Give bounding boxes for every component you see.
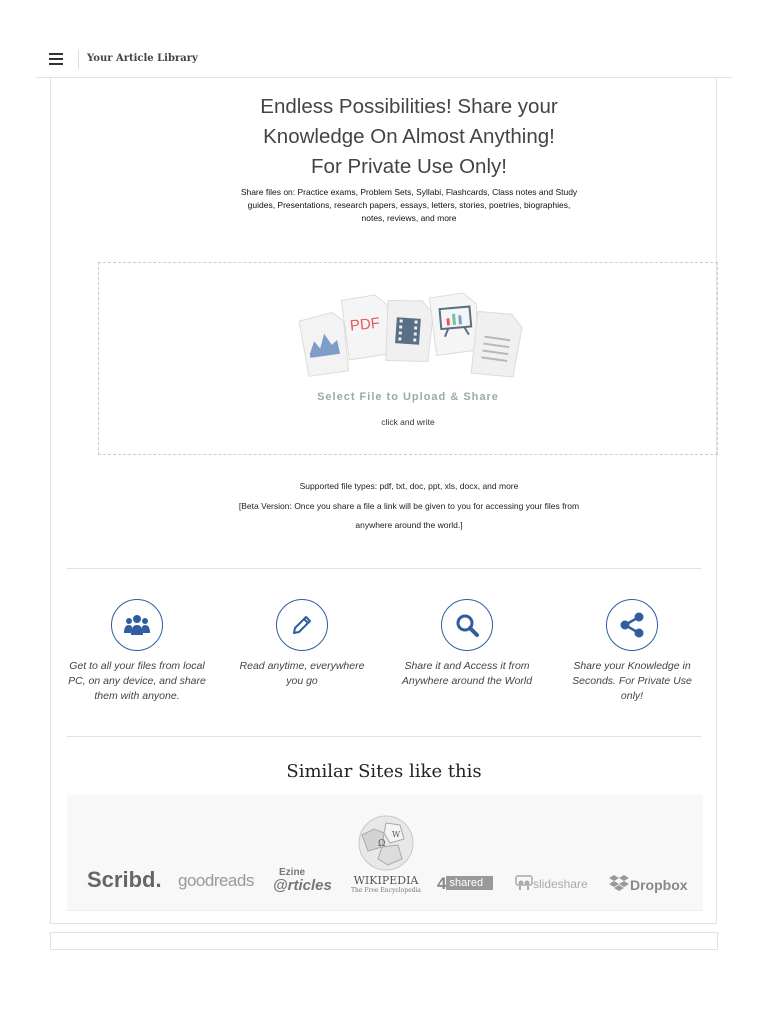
share-icon bbox=[619, 612, 645, 638]
text-document-icon bbox=[469, 309, 523, 379]
supported-types-text: Supported file types: pdf, txt, doc, ppt, xls, docx, and more bbox=[299, 481, 519, 491]
divider bbox=[67, 568, 701, 569]
4shared-word: shared bbox=[446, 876, 493, 890]
wikipedia-globe-icon bbox=[354, 813, 418, 871]
4shared-logo[interactable] bbox=[437, 874, 493, 894]
feature-read bbox=[231, 599, 373, 689]
feature-share-access bbox=[396, 599, 538, 689]
feature-text: Share your Knowledge in Seconds. For Private Use only! bbox=[572, 660, 692, 702]
ezine-logo-top: Ezine bbox=[279, 867, 306, 878]
dropbox-logo[interactable] bbox=[608, 874, 688, 894]
site-brand[interactable]: Your Article Library bbox=[87, 53, 198, 64]
share-icon-circle[interactable] bbox=[606, 599, 658, 651]
share-description: Share files on: Practice exams, Problem Sets, Syllabi, Flashcards, Class notes and Study guides, Presentations, research papers, essays, letters, stories, poetries, biographies, notes, reviews, and more bbox=[240, 187, 578, 223]
dropbox-icon bbox=[608, 874, 630, 894]
4shared-number: 4 bbox=[437, 874, 447, 893]
wikipedia-logo[interactable] bbox=[349, 813, 423, 894]
feature-access bbox=[66, 599, 208, 704]
top-bar bbox=[36, 44, 732, 78]
pencil-icon bbox=[291, 614, 313, 636]
search-icon-circle[interactable] bbox=[441, 599, 493, 651]
beta-notice-text: [Beta Version: Once you share a file a link will be given to you for accessing your files from anywhere around the world.] bbox=[238, 500, 580, 530]
scribd-logo[interactable]: Scribd. bbox=[87, 867, 162, 892]
feature-text: Get to all your files from local PC, on any device, and share them with anyone. bbox=[68, 660, 206, 702]
slideshare-wordmark: slideshare bbox=[533, 877, 588, 891]
slideshare-icon bbox=[515, 875, 533, 891]
video-document-icon bbox=[384, 299, 434, 364]
select-file-label[interactable]: Select File to Upload & Share bbox=[317, 391, 499, 403]
hamburger-menu-icon[interactable] bbox=[49, 53, 63, 65]
feature-share-knowledge bbox=[561, 599, 703, 704]
pdf-document-icon bbox=[341, 294, 393, 360]
ezine-articles-logo[interactable] bbox=[273, 866, 332, 892]
pencil-icon-circle[interactable] bbox=[276, 599, 328, 651]
ezine-logo-bottom: @rticles bbox=[273, 877, 332, 894]
hero-line-1: Endless Possibilities! Share your bbox=[260, 95, 558, 118]
chart-document-icon bbox=[299, 311, 351, 377]
wikipedia-wordmark: WIKIPEDIA bbox=[353, 874, 419, 887]
feature-text: Share it and Access it from Anywhere around the World bbox=[401, 660, 533, 687]
goodreads-logo[interactable]: goodreads bbox=[178, 871, 254, 890]
supported-file-info bbox=[230, 477, 588, 536]
svg-text:PDF: PDF bbox=[349, 314, 381, 335]
similar-sites-title: Similar Sites like this bbox=[286, 761, 482, 782]
svg-text:W: W bbox=[392, 830, 401, 839]
click-and-write-link[interactable]: click and write bbox=[381, 417, 435, 427]
hero-line-2: Knowledge On Almost Anything! bbox=[263, 125, 555, 148]
file-types-illustration bbox=[298, 290, 524, 380]
similar-sites-logos bbox=[67, 795, 703, 911]
slideshare-logo[interactable] bbox=[515, 875, 588, 891]
users-icon-circle[interactable] bbox=[111, 599, 163, 651]
footer-box bbox=[50, 932, 718, 950]
hero-line-3: For Private Use Only! bbox=[311, 155, 507, 178]
svg-text:Ω: Ω bbox=[378, 839, 386, 849]
search-icon bbox=[455, 613, 479, 637]
presentation-document-icon bbox=[429, 292, 480, 356]
topbar-divider bbox=[78, 49, 79, 69]
hero-headline bbox=[200, 92, 618, 182]
dropbox-wordmark: Dropbox bbox=[630, 877, 688, 893]
users-icon bbox=[124, 614, 150, 636]
feature-text: Read anytime, everywhere you go bbox=[239, 660, 365, 687]
wikipedia-tagline: The Free Encyclopedia bbox=[351, 887, 421, 894]
divider bbox=[67, 736, 701, 737]
